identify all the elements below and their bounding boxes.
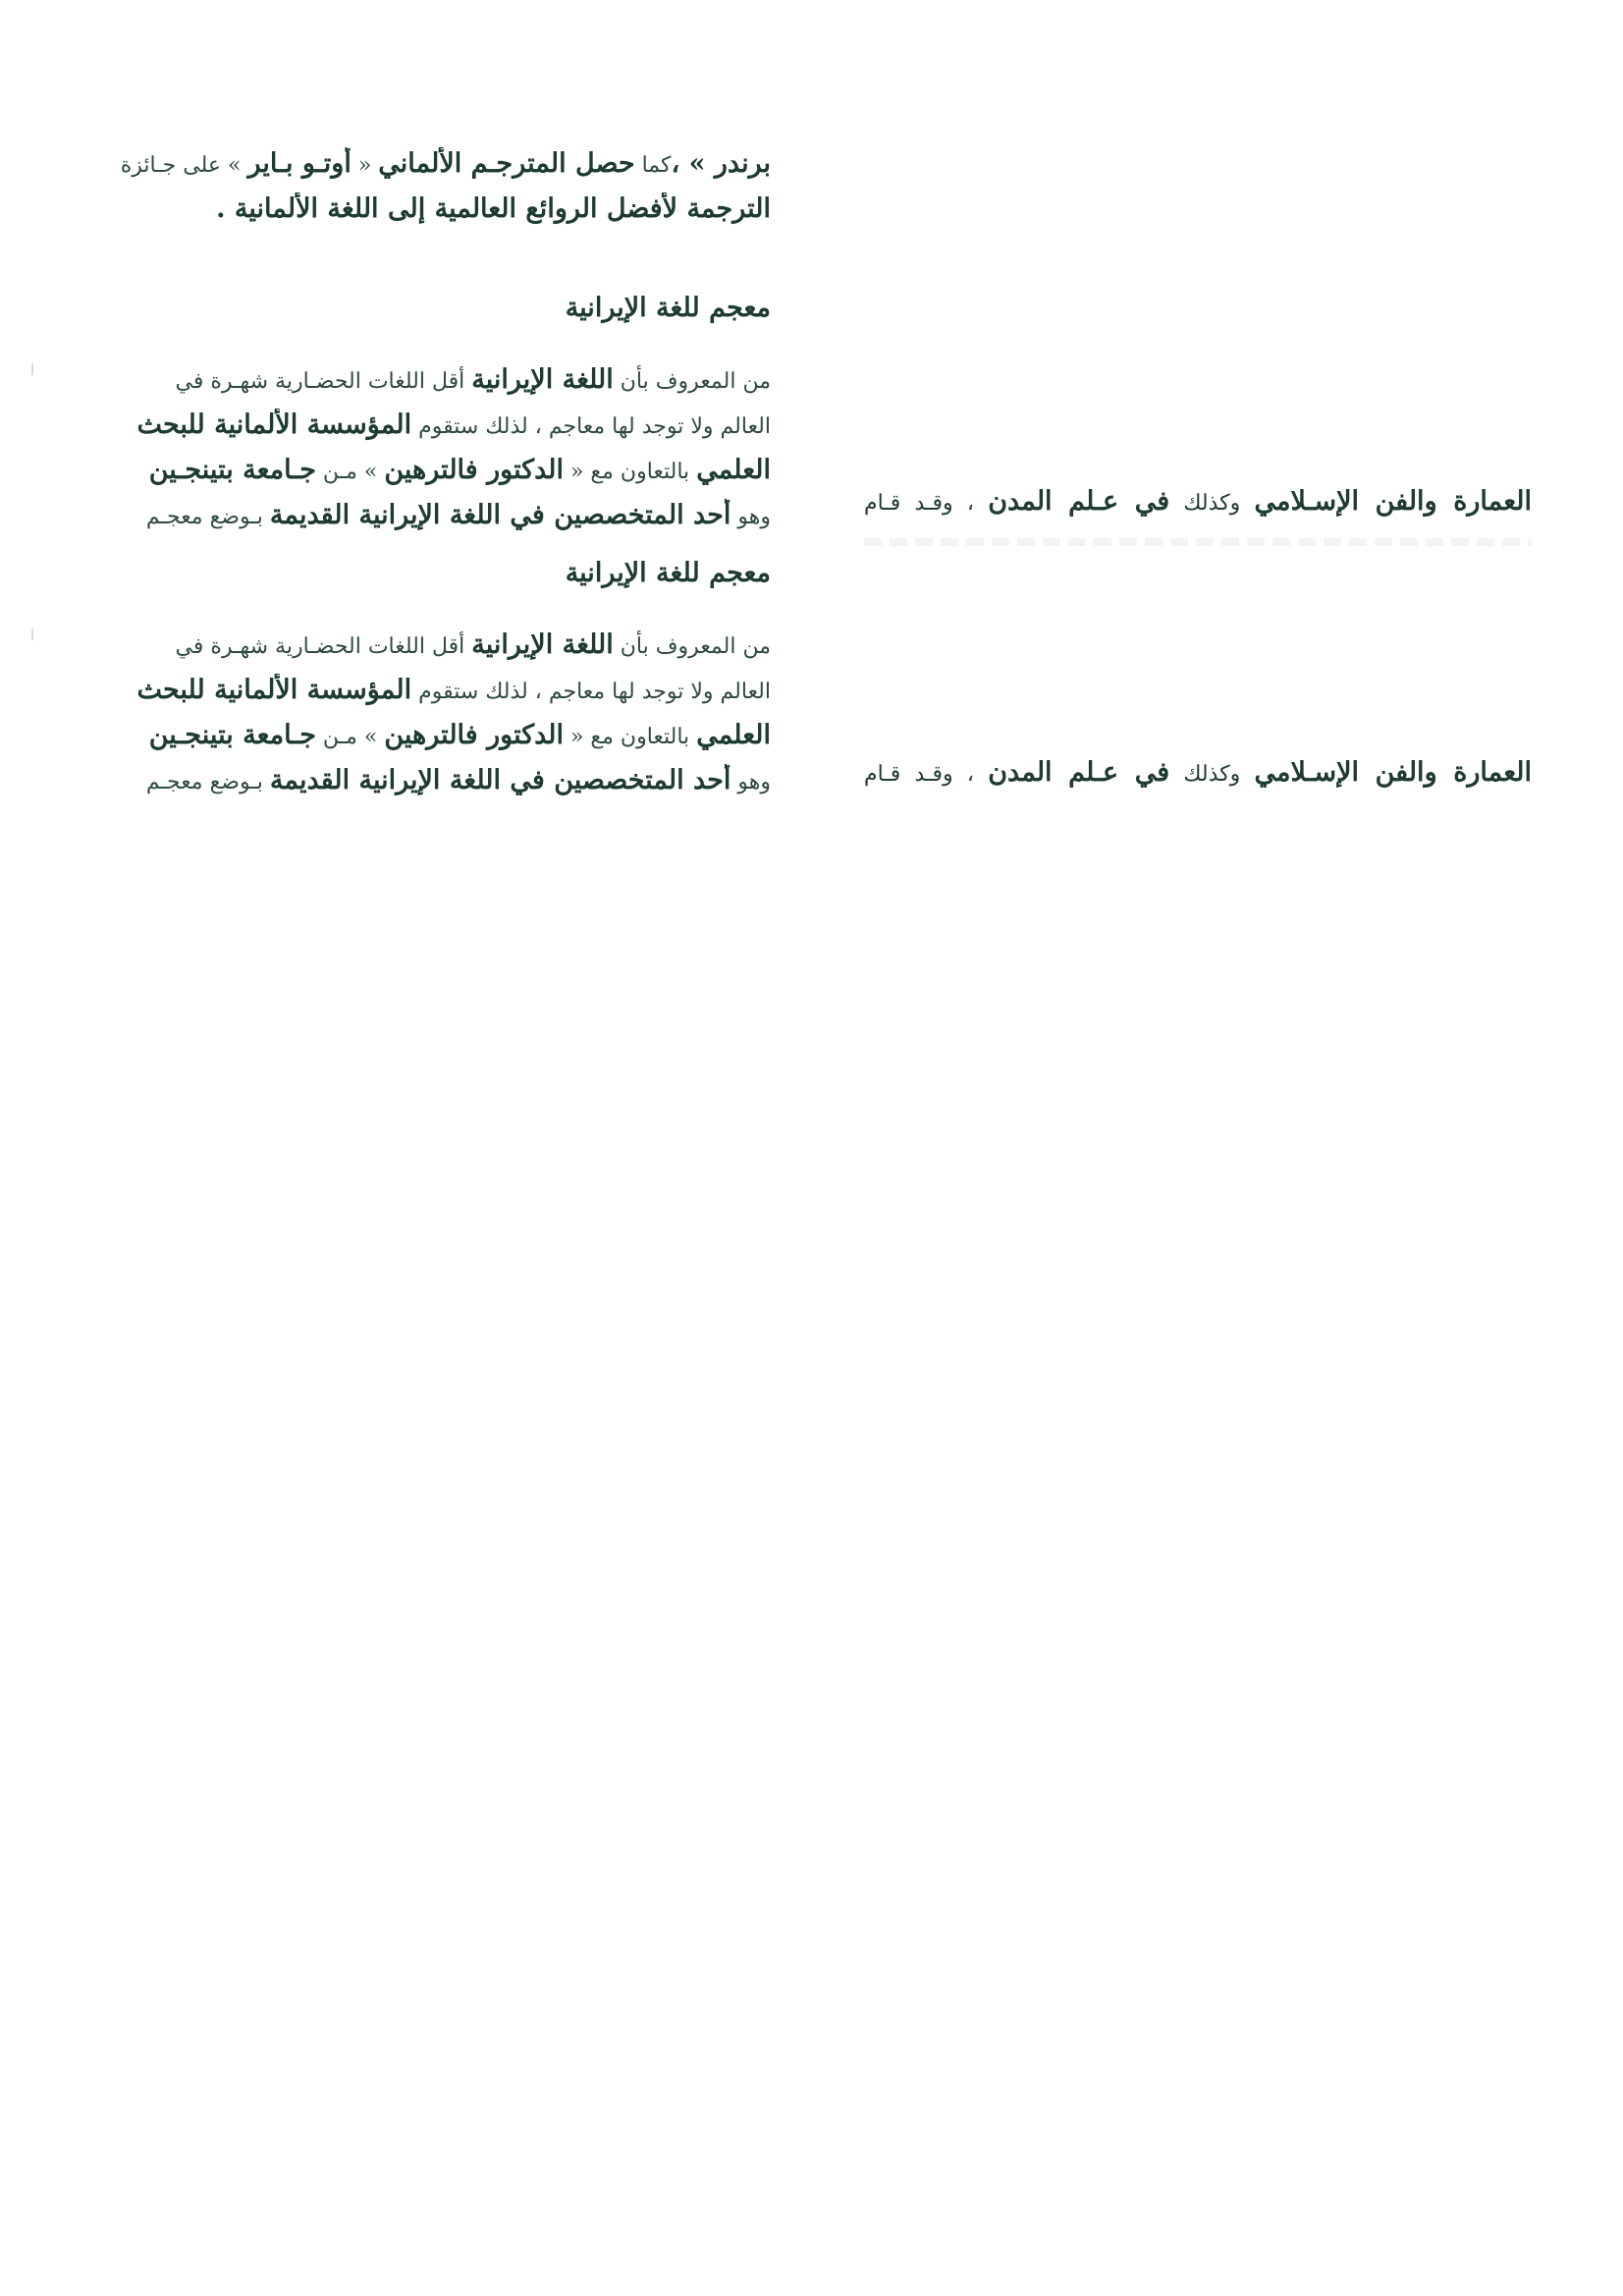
bold-text-run: أحد المتخصصين في اللغة الإيرانية القديمة (269, 500, 731, 530)
text-run: ، وقـد قـام (864, 762, 989, 787)
section-heading: معجم للغة الإيرانية (565, 293, 771, 323)
text-run: أقل اللغات الحضـارية شهـرة في (175, 369, 472, 394)
text-run: العالم ولا توجد لها معاجم ، لذلك ستقوم (411, 414, 771, 439)
text-run: ، وقـد قـام (864, 491, 989, 516)
bold-text-run: أحد المتخصصين في اللغة الإيرانية القديمة (269, 765, 731, 795)
bold-text-run: اللغة الإيرانية (471, 364, 614, 395)
paragraph-line (103, 454, 771, 489)
bold-text-run: العمارة والفن الإسـلامي (1254, 486, 1533, 517)
section-heading: معجم للغة الإيرانية (565, 558, 771, 588)
section-1-body (103, 363, 771, 550)
scan-speck (31, 629, 33, 640)
text-run: بالتعاون مع « (563, 725, 697, 749)
text-run: العالم ولا توجد لها معاجم ، لذلك ستقوم (411, 680, 771, 704)
text-run: أقل اللغات الحضـارية شهـرة في (175, 634, 472, 659)
paragraph-line (103, 719, 771, 754)
section-1 (103, 291, 771, 330)
text-run: « (351, 153, 379, 178)
paragraph-line (103, 409, 771, 444)
bold-text-run: اللغة الإيرانية (471, 629, 614, 660)
right-line (864, 485, 1532, 520)
paragraph-line (103, 629, 771, 664)
bold-text-run: في عـلم المدن (988, 757, 1170, 788)
bold-text-run: جـامعة بتينجـين (148, 720, 316, 750)
text-run: بـوضع معجـم (145, 770, 270, 794)
bold-text-run: في عـلم المدن (988, 486, 1170, 517)
right-line (864, 756, 1532, 792)
bold-text-run: العمارة والفن الإسـلامي (1254, 757, 1533, 788)
bold-text-run: المؤسسة الألمانية للبحث (136, 410, 412, 440)
intro-line-2 (103, 192, 771, 228)
paragraph-line (103, 499, 771, 534)
bold-text-run: العلمي (696, 720, 771, 750)
text-run: بالتعاون مع « (563, 460, 697, 484)
text-run: وهو (730, 505, 771, 529)
left-column (103, 147, 771, 265)
scan-speck (31, 363, 33, 375)
right-column-fragment-1 (864, 485, 1532, 544)
section-2-body (103, 629, 771, 797)
paragraph-line (103, 674, 771, 709)
bold-text-run: الترجمة لأفضل الروائع العالمية إلى اللغة الألمانية . (216, 193, 771, 224)
text-run: كما (634, 153, 672, 178)
text-run: من المعروف بأن (613, 369, 771, 394)
paragraph-line (103, 363, 771, 399)
bold-text-run: العلمي (696, 455, 771, 485)
text-run: » مـن (315, 725, 385, 749)
section-2 (103, 556, 771, 595)
text-run: » على جـائزة (120, 153, 248, 178)
bold-text-run: جـامعة بتينجـين (148, 455, 316, 485)
bold-text-run: الدكتور فالترهين (384, 720, 564, 750)
faint-bleed-line (864, 538, 1532, 546)
text-run: من المعروف بأن (613, 634, 771, 659)
right-column-fragment-2 (864, 756, 1532, 795)
bold-text-run: الدكتور فالترهين (384, 455, 564, 485)
text-run: وهو (730, 770, 771, 794)
bold-text-run: حصل المترجـم الألماني (378, 148, 635, 179)
paragraph-line (103, 764, 771, 797)
text-run: وكذلك (1169, 491, 1255, 516)
bold-text-run: المؤسسة الألمانية للبحث (136, 675, 412, 705)
bold-text-run: برندر » ، (671, 148, 771, 179)
text-run: » مـن (315, 460, 385, 484)
text-run: وكذلك (1169, 762, 1255, 787)
intro-line-1 (103, 147, 771, 183)
text-run: بـوضع معجـم (145, 505, 270, 529)
bold-text-run: أوتـو بـاير (247, 148, 352, 179)
